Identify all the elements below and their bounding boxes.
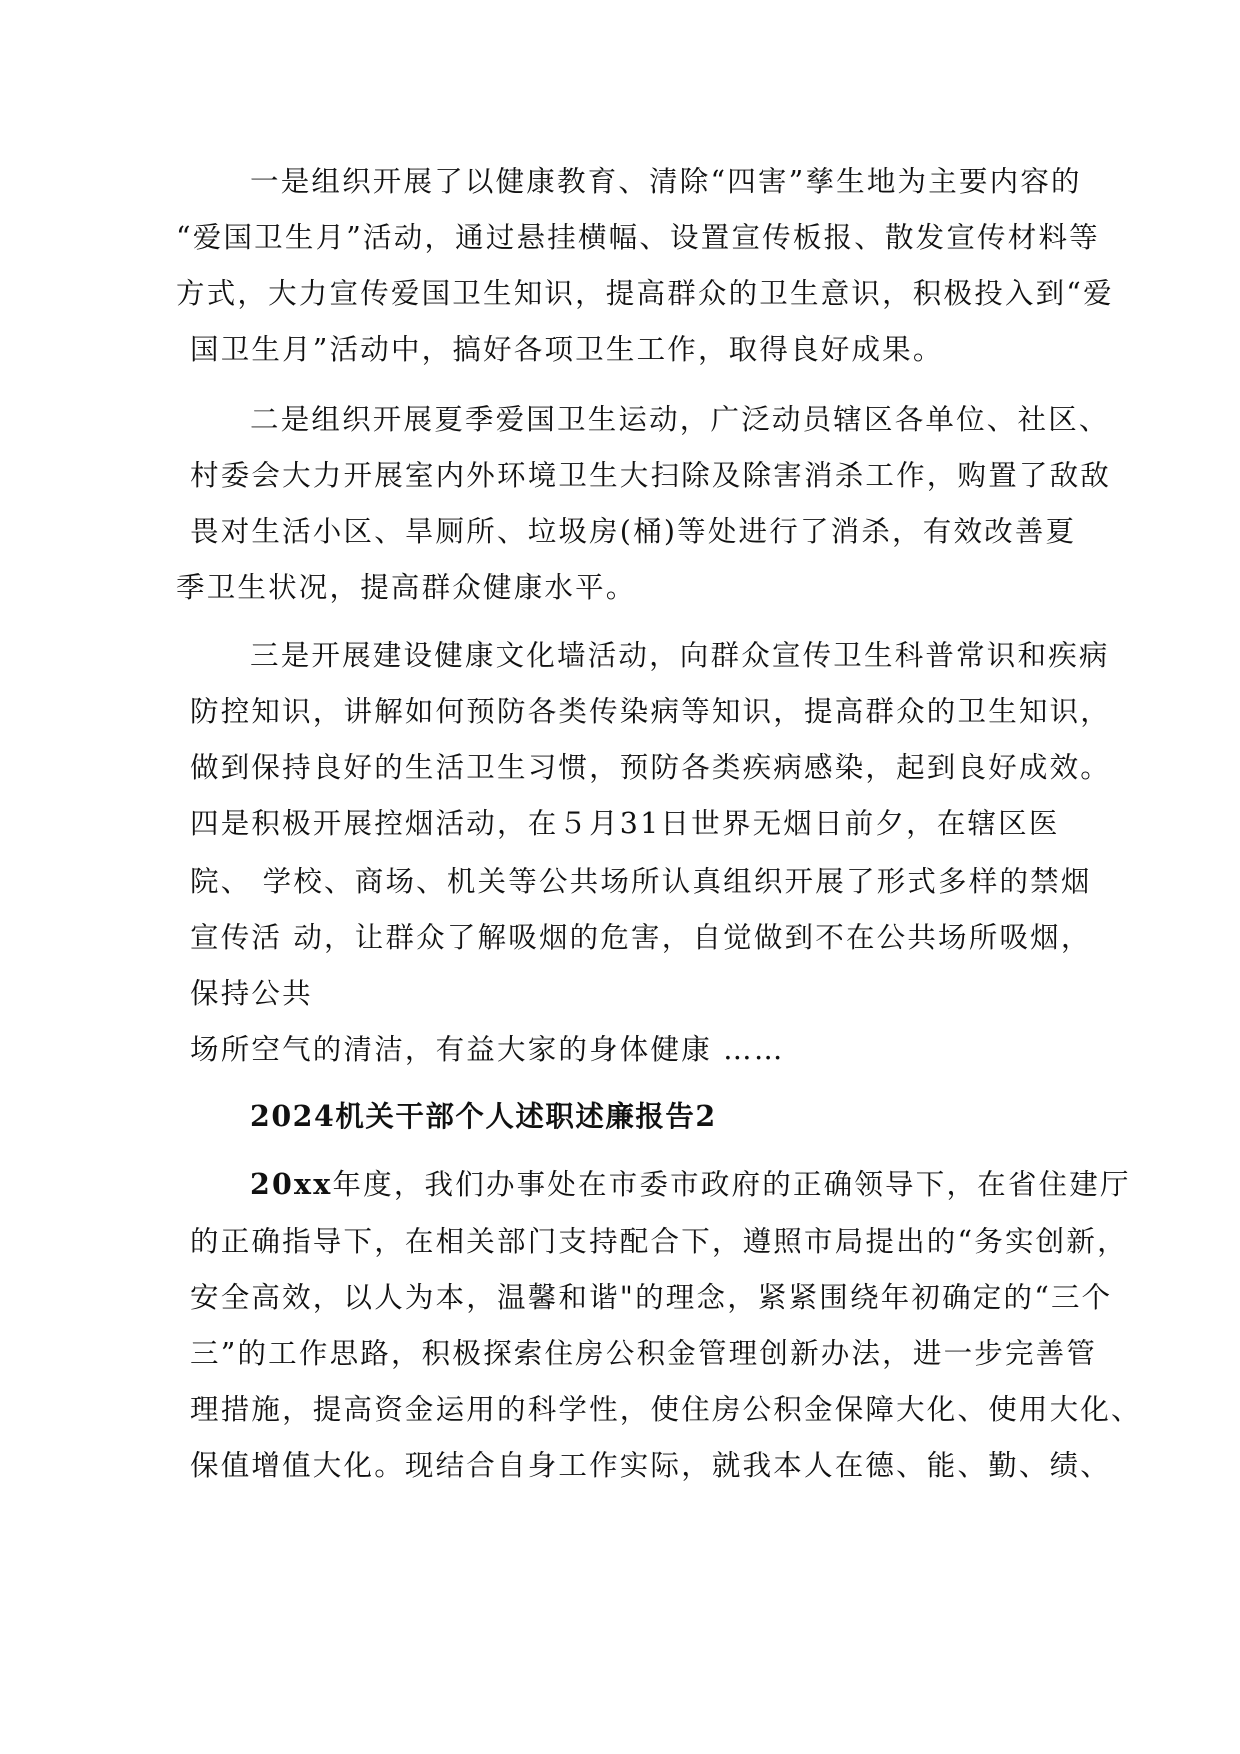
paragraph-2-line-3: 畏对生活小区、旱厕所、垃圾房(桶)等处进行了消杀，有效改善夏 — [190, 515, 1077, 548]
paragraph-5-line-4: 三”的工作思路，积极探索住房公积金管理创新办法，进一步完善管 — [190, 1337, 1098, 1370]
paragraph-2-line-1: 二是组织开展夏季爱国卫生运动，广泛动员辖区各单位、社区、 — [250, 403, 1110, 436]
paragraph-3-line-1: 三是开展建设健康文化墙活动，向群众宣传卫生科普常识和疾病 — [250, 639, 1110, 672]
paragraph-1-line-2: “爱国卫生月”活动，通过悬挂横幅、设置宣传板报、散发宣传材料等 — [176, 221, 1100, 254]
paragraph-5-line-1-rest: 年度，我们办事处在市委市政府的正确领导下，在省住建厅 — [332, 1168, 1131, 1201]
paragraph-4-line-5: 场所空气的清洁，有益大家的身体健康 …… — [190, 1033, 785, 1066]
paragraph-5-line-5: 理措施，提高资金运用的科学性，使住房公积金保障大化、使用大化、 — [190, 1393, 1142, 1426]
paragraph-1-line-4: 国卫生月”活动中，搞好各项卫生工作，取得良好成果。 — [190, 333, 944, 366]
paragraph-5-line-2: 的正确指导下，在相关部门支持配合下，遵照市局提出的“务实创新， — [190, 1225, 1128, 1258]
paragraph-4-line-1: 四是积极开展控烟活动，在５月31日世界无烟日前夕，在辖区医 — [190, 807, 1060, 840]
paragraph-2-line-4: 季卫生状况，提高群众健康水平。 — [176, 571, 637, 604]
paragraph-5-line-1 — [250, 1164, 1131, 1205]
paragraph-3-line-2: 防控知识，讲解如何预防各类传染病等知识，提高群众的卫生知识， — [190, 695, 1112, 728]
section-heading: 2024机关干部个人述职述廉报告2 — [250, 1099, 717, 1133]
paragraph-1-line-3: 方式，大力宣传爱国卫生知识，提高群众的卫生意识，积极投入到“爱 — [176, 277, 1114, 310]
paragraph-3-line-3: 做到保持良好的生活卫生习惯，预防各类疾病感染，起到良好成效。 — [190, 751, 1112, 784]
paragraph-5-line-3: 安全高效，以人为本，温馨和谐"的理念，紧紧围绕年初确定的“三个 — [190, 1281, 1113, 1314]
paragraph-4-line-4: 保持公共 — [190, 977, 313, 1010]
paragraph-4-line-2: 院、 学校、商场、机关等公共场所认真组织开展了形式多样的禁烟 — [190, 865, 1092, 898]
paragraph-4-line-3: 宣传活 动，让群众了解吸烟的危害，自觉做到不在公共场所吸烟， — [190, 921, 1092, 954]
paragraph-2-line-2: 村委会大力开展室内外环境卫生大扫除及除害消杀工作，购置了敌敌 — [190, 459, 1112, 492]
paragraph-5-lead-year: 20xx — [250, 1167, 333, 1201]
paragraph-5-line-6: 保值增值大化。现结合自身工作实际，就我本人在德、能、勤、绩、 — [190, 1449, 1112, 1482]
paragraph-1-line-1: 一是组织开展了以健康教育、清除“四害”孳生地为主要内容的 — [250, 165, 1082, 198]
